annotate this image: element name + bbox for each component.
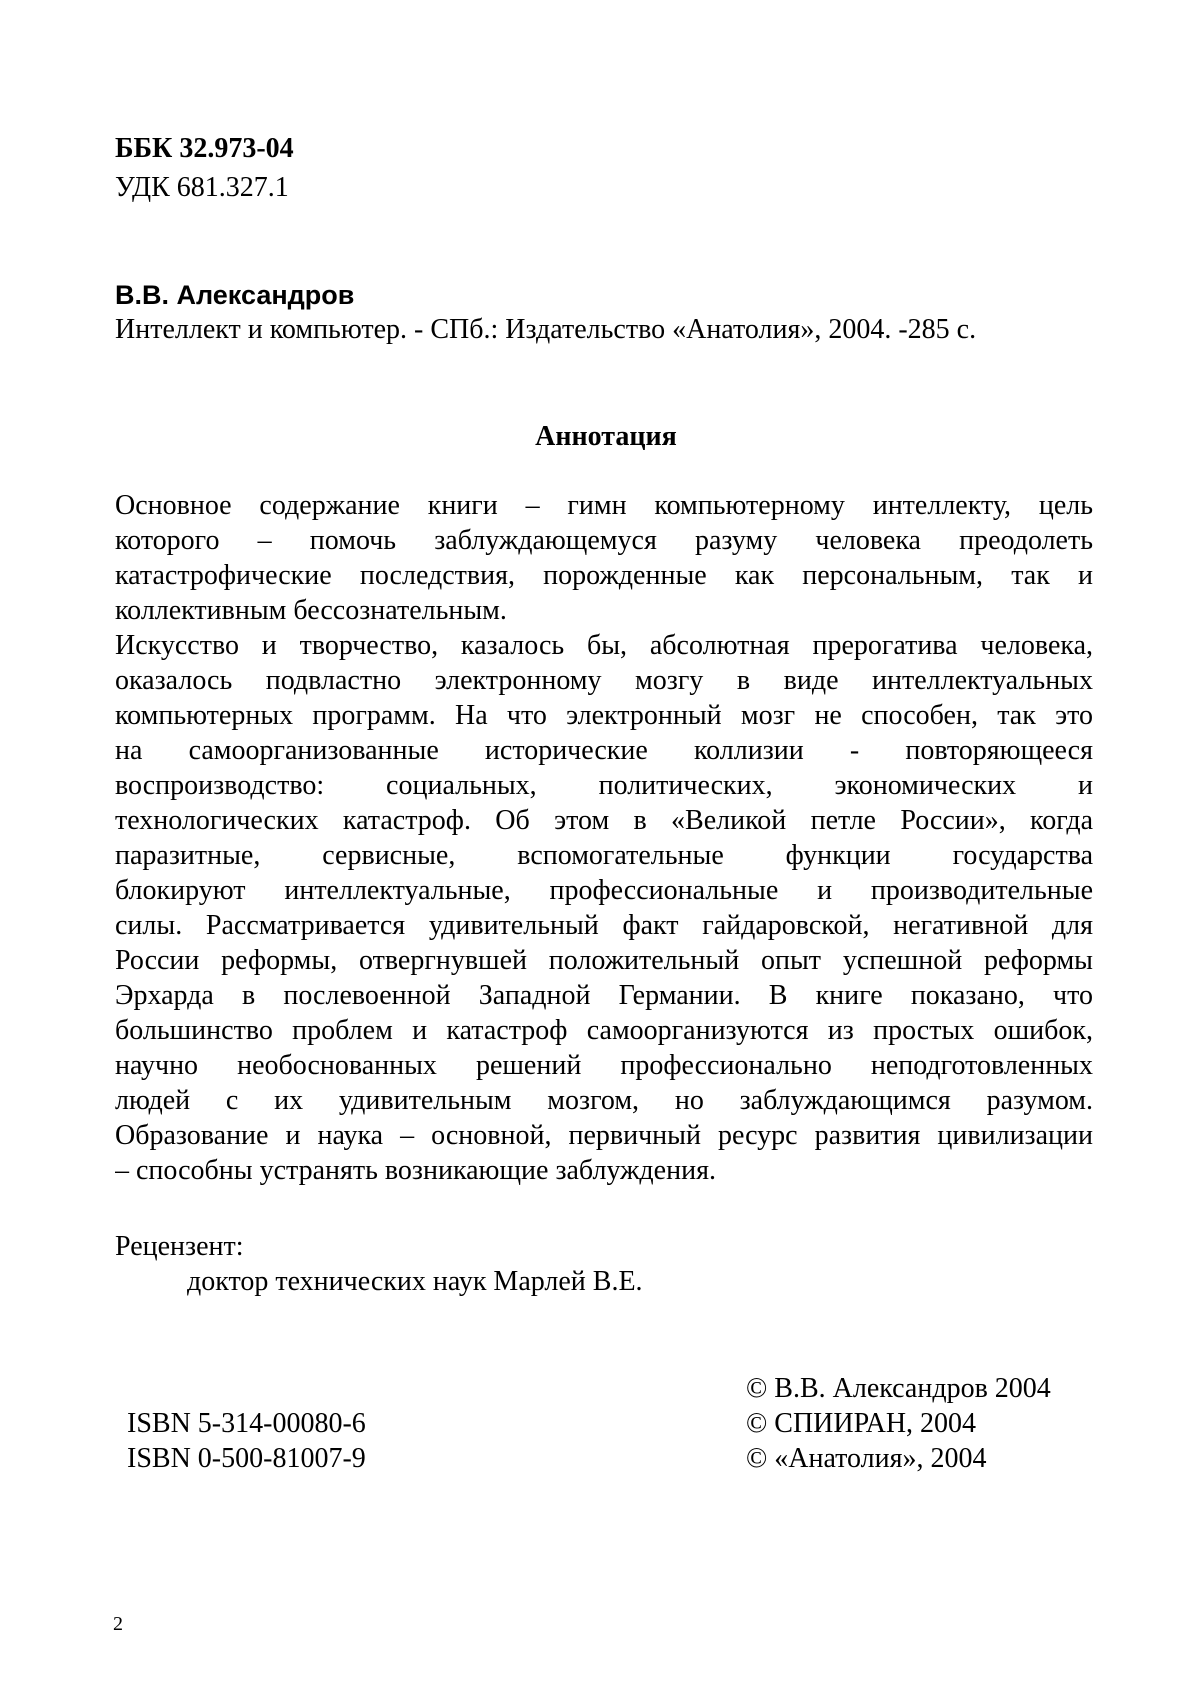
annotation-line: большинство проблем и катастроф самоорганизуются из простых ошибок,	[115, 1015, 1093, 1046]
annotation-line: оказалось подвластно электронному мозгу в виде интеллектуальных	[115, 665, 1093, 696]
annotation-line: научно необоснованных решений профессионально неподготовленных	[115, 1050, 1093, 1081]
annotation-line: на самоорганизованные исторические коллизии - повторяющееся	[115, 735, 1093, 766]
author-name: В.В. Александров	[115, 280, 355, 310]
annotation-line: Искусство и творчество, казалось бы, абсолютная прерогатива человека,	[115, 630, 1093, 661]
copyright-notice: © СПИИРАН, 2004	[746, 1408, 977, 1439]
annotation-line: людей с их удивительным мозгом, но заблуждающимся разумом.	[115, 1085, 1093, 1116]
annotation-line: катастрофические последствия, порожденные как персональным, так и	[115, 560, 1093, 591]
isbn-number: ISBN 0-500-81007-9	[127, 1443, 366, 1474]
isbn-number: ISBN 5-314-00080-6	[127, 1408, 366, 1439]
copyright-notice: © «Анатолия», 2004	[746, 1443, 987, 1474]
annotation-line: России реформы, отвергнувшей положительный опыт успешной реформы	[115, 945, 1093, 976]
annotation-line: Основное содержание книги – гимн компьютерному интеллекту, цель	[115, 490, 1093, 521]
annotation-line: коллективным бессознательным.	[115, 595, 507, 626]
annotation-line: Образование и наука – основной, первичный ресурс развития цивилизации	[115, 1120, 1093, 1151]
annotation-text	[115, 488, 1093, 1188]
annotation-line: которого – помочь заблуждающемуся разуму человека преодолеть	[115, 525, 1093, 556]
annotation-heading: Аннотация	[535, 421, 677, 452]
annotation-line: силы. Рассматривается удивительный факт гайдаровской, негативной для	[115, 910, 1093, 941]
bbk-code: ББК 32.973-04	[115, 133, 294, 164]
reviewer-name: доктор технических наук Марлей В.Е.	[187, 1266, 643, 1297]
annotation-line: воспроизводство: социальных, политических, экономических и	[115, 770, 1093, 801]
reviewer-label: Рецензент:	[115, 1231, 244, 1262]
annotation-line: блокируют интеллектуальные, профессиональные и производительные	[115, 875, 1093, 906]
annotation-line: технологических катастроф. Об этом в «Великой петле России», когда	[115, 805, 1093, 836]
udk-code: УДК 681.327.1	[115, 172, 289, 203]
annotation-line: – способны устранять возникающие заблуждения.	[115, 1155, 716, 1186]
page-number: 2	[113, 1613, 123, 1635]
annotation-line: Эрхарда в послевоенной Западной Германии. В книге показано, что	[115, 980, 1093, 1011]
annotation-line: паразитные, сервисные, вспомогательные функции государства	[115, 840, 1093, 871]
annotation-line: компьютерных программ. На что электронный мозг не способен, так это	[115, 700, 1093, 731]
copyright-notice: © В.В. Александров 2004	[746, 1373, 1051, 1404]
bibliographic-citation: Интеллект и компьютер. - СПб.: Издательство «Анатолия», 2004. -285 с.	[115, 314, 977, 345]
